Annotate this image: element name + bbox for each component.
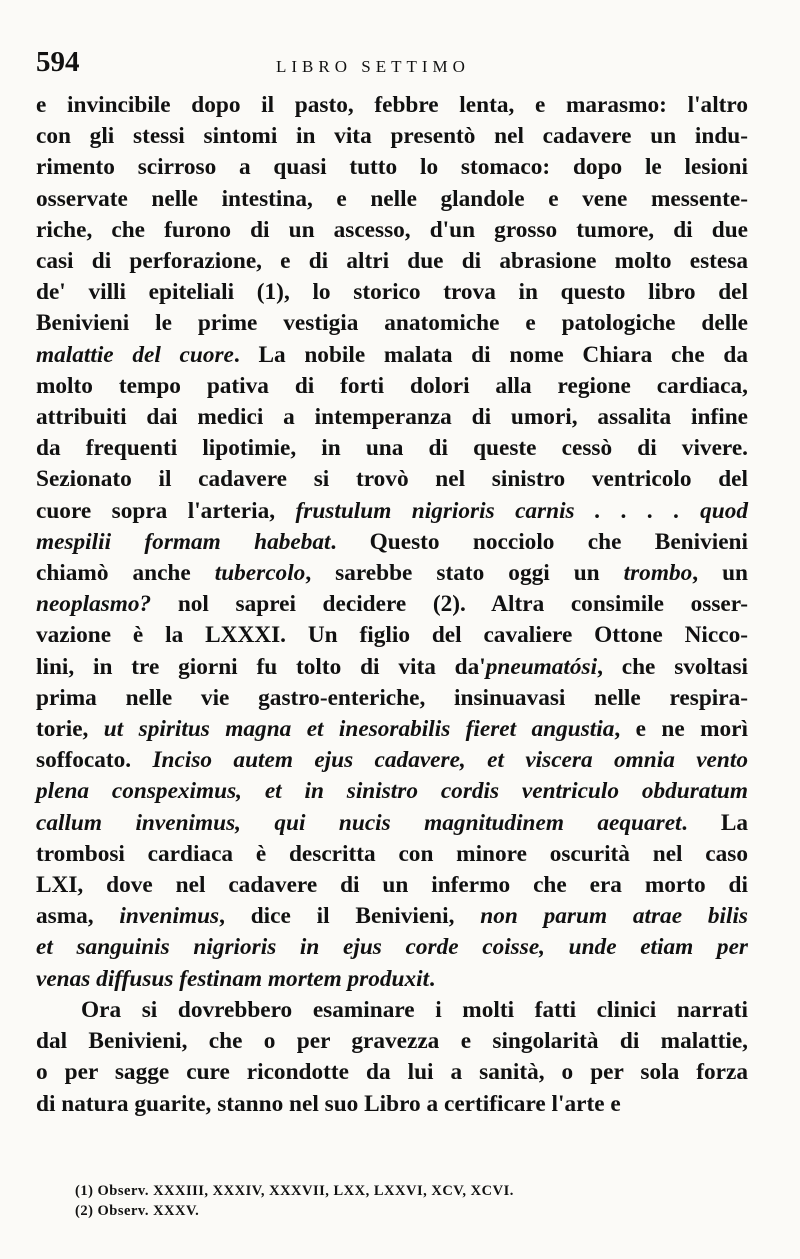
text-run: dal Benivieni, che o per gravezza e singolarità di malattie, xyxy=(36,1028,748,1055)
text-run: Sezionato il cadavere si trovò nel sinistro ventricolo del xyxy=(36,466,748,493)
text-line xyxy=(36,714,748,745)
text-line xyxy=(36,995,748,1026)
text-line xyxy=(36,1089,748,1120)
text-run: cuore sopra l'arteria, xyxy=(36,497,296,524)
italic-text-run: plena conspeximus, et in sinistro cordis ventriculo obduratum xyxy=(36,778,748,805)
running-head: LIBRO SETTIMO xyxy=(276,57,470,76)
text-run: , sarebbe stato oggi un xyxy=(305,560,624,587)
text-run: torie, xyxy=(36,716,104,743)
text-line xyxy=(36,589,748,620)
text-line xyxy=(36,932,748,963)
text-line xyxy=(36,745,748,776)
text-run: Benivieni le prime vestigia anatomiche e patologiche delle xyxy=(36,310,748,337)
italic-text-run: ut spiritus magna et inesorabilis fieret angustia xyxy=(103,716,615,743)
text-line xyxy=(36,121,748,152)
text-line xyxy=(36,308,748,339)
text-run: o per sagge cure ricondotte da lui a sanità, o per sola forza xyxy=(36,1059,748,1086)
text-run: . La xyxy=(681,809,748,836)
italic-text-run: callum invenimus, qui nucis magnitudinem aequaret xyxy=(36,809,682,836)
text-line xyxy=(36,527,748,558)
italic-text-run: non parum atrae bilis xyxy=(480,903,748,930)
footnote-2: (2) Observ. XXXV. xyxy=(75,1203,200,1219)
text-run: soffocato. xyxy=(36,747,153,774)
text-line xyxy=(36,496,748,527)
text-run: riche, che furono di un ascesso, d'un grosso tumore, di due xyxy=(36,216,748,243)
footnotes xyxy=(75,1181,735,1221)
text-line xyxy=(36,90,748,121)
text-line xyxy=(36,402,748,433)
text-line xyxy=(36,433,748,464)
text-run: , un xyxy=(692,560,748,587)
text-line xyxy=(36,340,748,371)
text-run: de' villi epiteliali (1), lo storico trova in questo libro del xyxy=(36,279,748,306)
text-run: osservate nelle intestina, e nelle glandole e vene messente- xyxy=(36,185,748,212)
italic-text-run: trombo xyxy=(623,560,693,587)
text-run: prima nelle vie gastro-enteriche, insinuavasi nelle respira- xyxy=(36,684,748,711)
text-line xyxy=(36,652,748,683)
text-run: di natura guarite, stanno nel suo Libro a certificare l'arte e xyxy=(36,1090,621,1117)
text-line xyxy=(36,839,748,870)
text-line xyxy=(36,246,748,277)
italic-text-run: et sanguinis nigrioris in ejus corde coisse, unde etiam per xyxy=(36,934,748,961)
text-run: nol saprei decidere (2). Altra consimile osser- xyxy=(151,591,748,618)
text-line xyxy=(36,371,748,402)
body-text xyxy=(36,90,748,1120)
text-run: . xyxy=(429,965,435,992)
footnote-1: (1) Observ. XXXIII, XXXIV, XXXVII, LXX, LXXVI, XCV, XCVI. xyxy=(75,1183,514,1199)
text-line xyxy=(36,152,748,183)
text-run: rimento scirroso a quasi tutto lo stomaco: dopo le lesioni xyxy=(36,154,748,181)
text-line xyxy=(36,964,748,995)
text-run: , che svoltasi xyxy=(597,653,748,680)
text-line xyxy=(36,277,748,308)
text-run: . Questo nocciolo che Benivieni xyxy=(330,528,748,555)
text-line xyxy=(36,620,748,651)
text-run: attribuiti dai medici a intemperanza di umori, assalita infine xyxy=(36,404,748,431)
italic-text-run: frustulum nigrioris carnis . . . . quod xyxy=(295,497,749,524)
text-line xyxy=(36,184,748,215)
text-line xyxy=(36,901,748,932)
text-line xyxy=(36,870,748,901)
text-run: con gli stessi sintomi in vita presentò nel cadavere un indu- xyxy=(36,123,748,150)
page-number: 594 xyxy=(36,46,80,78)
italic-text-run: mespilii formam habebat xyxy=(36,528,331,555)
italic-text-run: venas diffusus festinam mortem produxit xyxy=(36,965,430,992)
text-run: e invincibile dopo il pasto, febbre lenta, e marasmo: l'altro xyxy=(36,92,748,118)
text-run: chiamò anche xyxy=(36,560,215,587)
text-run: da frequenti lipotimie, in una di queste cessò di vivere. xyxy=(36,435,748,462)
italic-text-run: pneumatósi xyxy=(485,653,598,680)
text-run: , dice il Benivieni, xyxy=(219,903,481,930)
italic-text-run: neoplasmo? xyxy=(36,591,152,618)
text-line xyxy=(36,776,748,807)
text-line xyxy=(36,215,748,246)
italic-text-run: Inciso autem ejus cadavere, et viscera omnia vento xyxy=(152,747,748,774)
text-run: casi di perforazione, e di altri due di abrasione molto estesa xyxy=(36,248,748,275)
text-line xyxy=(36,1057,748,1088)
text-run: . La nobile malata di nome Chiara che da xyxy=(233,341,748,368)
text-line xyxy=(36,464,748,495)
page-header xyxy=(36,46,766,86)
text-run: , e ne morì xyxy=(614,716,748,743)
text-line xyxy=(36,683,748,714)
text-run: Ora si dovrebbero esaminare i molti fatti clinici narrati xyxy=(81,996,748,1023)
italic-text-run: tubercolo xyxy=(214,560,306,587)
text-run: lini, in tre giorni fu tolto di vita da' xyxy=(36,653,486,680)
text-run: LXI, dove nel cadavere di un infermo che era morto di xyxy=(36,872,748,899)
text-run: asma, xyxy=(36,903,120,930)
text-line xyxy=(36,1026,748,1057)
text-run: molto tempo pativa di forti dolori alla regione cardiaca, xyxy=(36,372,748,399)
text-run: vazione è la LXXXI. Un figlio del cavaliere Ottone Nicco- xyxy=(36,622,748,649)
italic-text-run: invenimus xyxy=(119,903,220,930)
text-run: trombosi cardiaca è descritta con minore oscurità nel caso xyxy=(36,840,748,867)
text-line xyxy=(36,558,748,589)
text-line xyxy=(36,808,748,839)
italic-text-run: malattie del cuore xyxy=(36,341,234,368)
